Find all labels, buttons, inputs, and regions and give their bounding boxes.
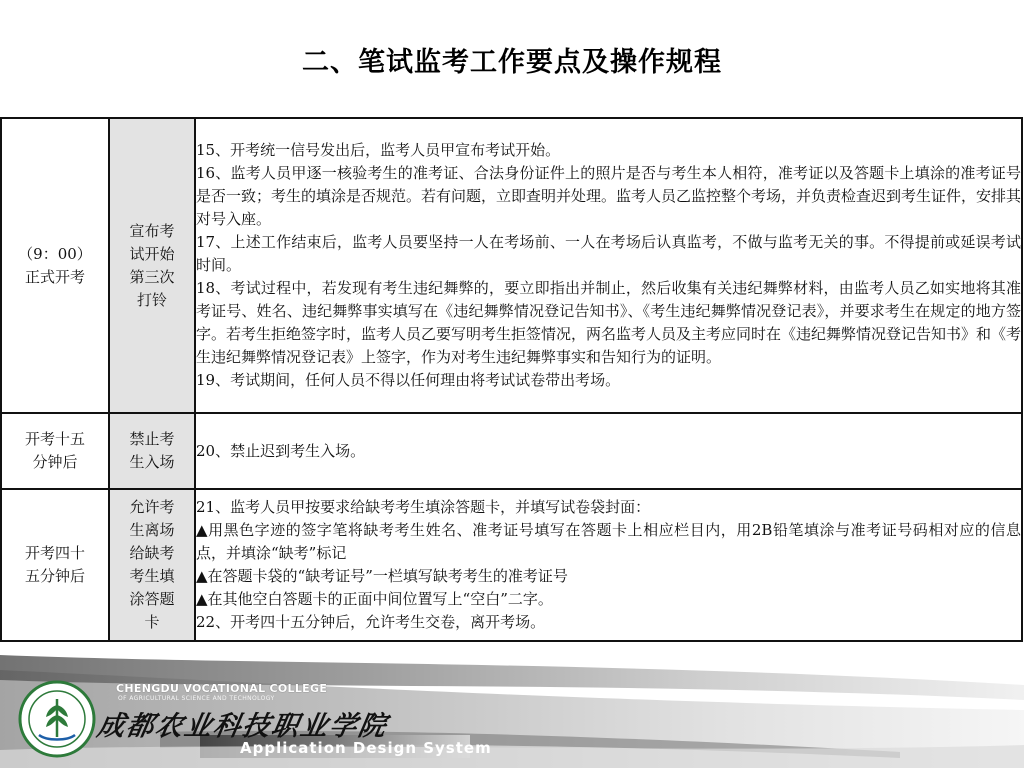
- table-row: [1, 413, 1022, 489]
- time-cell: [1, 413, 109, 489]
- detail-item: 21、监考人员甲按要求给缺考考生填涂答题卡，并填写试卷袋封面：: [196, 498, 651, 516]
- college-logo-icon: [17, 679, 97, 759]
- detail-item: 17、上述工作结束后，监考人员要坚持一人在考场前、一人在考场后认真监考，不做与监考无关的事。不得提前或延误考试时间。: [196, 233, 1021, 274]
- action-line: 允许考: [129, 498, 175, 516]
- action-line: 宣布考: [129, 221, 175, 240]
- action-line: 生离场: [129, 521, 175, 539]
- detail-item: 18、考试过程中，若发现有考生违纪舞弊的，要立即指出并制止，然后收集有关违纪舞弊材料，由监考人员乙如实地将其准考证号、姓名、违纪舞弊事实填写在《违纪舞弊情况登记告知书》、《考生违纪舞弊情况登记表》，并要求考生在规定的地方签字。若考生拒绝签字时，监考人员乙要写明考生拒签情况，两名监考人员及主考应同时在《违纪舞弊情况登记告知书》和《考生违纪舞弊情况登记表》上签字，作为对考生违纪舞弊事实和告知行为的证明。: [196, 279, 1022, 366]
- action-cell: [109, 413, 195, 489]
- detail-cell: [195, 489, 1022, 641]
- detail-item: 22、开考四十五分钟后，允许考生交卷，离开考场。: [196, 613, 546, 631]
- detail-item: 20、禁止迟到考生入场。: [196, 441, 366, 460]
- action-cell: [109, 489, 195, 641]
- detail-item: 16、监考人员甲逐一核验考生的准考证、合法身份证件上的照片是否与考生本人相符，准考证以及答题卡上填涂的准考证号是否一致；考生的填涂是否规范。若有问题，立即查明并处理。监考人员乙监控整个考场，并负责检查迟到考生证件，安排其对号入座。: [196, 164, 1022, 228]
- detail-item: ▲在答题卡袋的“缺考证号”一栏填写缺考考生的准考证号: [196, 567, 568, 585]
- detail-item: ▲在其他空白答题卡的正面中间位置写上“空白”二字。: [196, 590, 553, 608]
- procedure-table: [0, 117, 1023, 642]
- college-name-english-sub: OF AGRICULTURAL SCIENCE AND TECHNOLOGY: [118, 695, 275, 702]
- action-line: 禁止考: [129, 430, 175, 448]
- college-name-chinese: 成都农业科技职业学院: [94, 711, 391, 742]
- page-title: 二、笔试监考工作要点及操作规程: [302, 47, 722, 78]
- action-line: 给缺考: [129, 544, 175, 562]
- time-line: 分钟后: [32, 453, 78, 471]
- action-line: 生入场: [129, 453, 175, 471]
- detail-item: 15、开考统一信号发出后，监考人员甲宣布考试开始。: [196, 141, 561, 159]
- action-line: 考生填: [129, 567, 175, 585]
- table-row: [1, 118, 1022, 413]
- time-line: 正式开考: [24, 267, 85, 286]
- detail-cell: [195, 413, 1022, 489]
- time-cell: [1, 489, 109, 641]
- action-line: 第三次: [129, 267, 175, 286]
- action-cell: [109, 118, 195, 413]
- time-cell: [1, 118, 109, 413]
- action-line: 涂答题: [129, 590, 175, 608]
- detail-item: ▲用黑色字迹的签字笔将缺考考生姓名、准考证号填写在答题卡上相应栏目内，用2B铅笔填涂与准考证号码相对应的信息点，并填涂“缺考”标记: [196, 521, 1021, 562]
- time-line: 五分钟后: [24, 567, 85, 585]
- table-row: [1, 489, 1022, 641]
- college-name-english: CHENGDU VOCATIONAL COLLEGE: [116, 682, 328, 695]
- action-line: 试开始: [129, 244, 175, 263]
- time-line: （9：00）: [18, 244, 92, 263]
- action-line: 卡: [144, 613, 160, 631]
- time-line: 开考四十: [24, 544, 85, 562]
- detail-cell: [195, 118, 1022, 413]
- time-line: 开考十五: [24, 430, 85, 448]
- action-line: 打铃: [136, 290, 167, 309]
- detail-item: 19、考试期间，任何人员不得以任何理由将考试试卷带出考场。: [196, 371, 621, 389]
- system-name: Application Design System: [240, 739, 492, 757]
